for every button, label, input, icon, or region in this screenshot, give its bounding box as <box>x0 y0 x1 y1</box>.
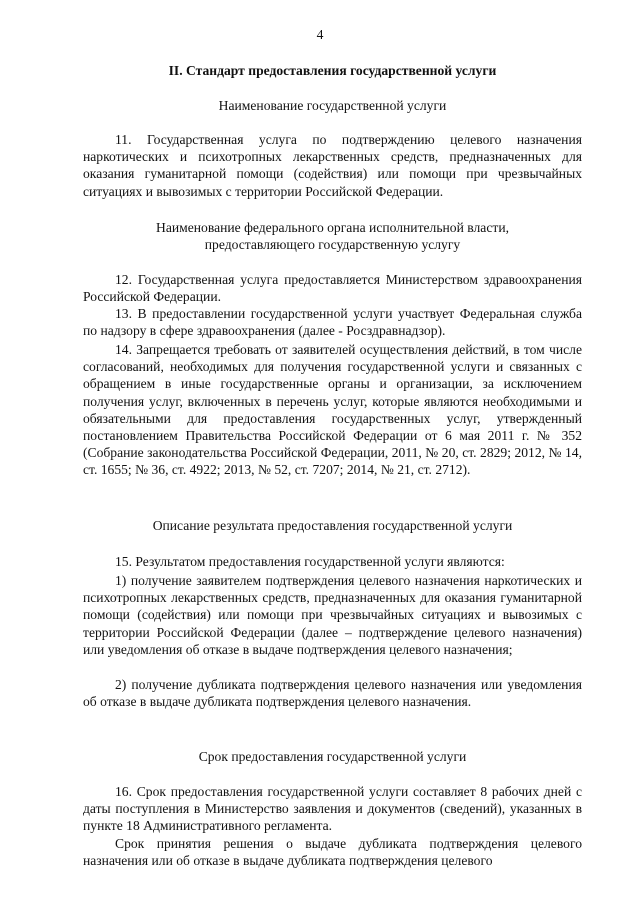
paragraph-14: 14. Запрещается требовать от заявителей осуществления действий, в том числе согласований, необходимых для получения государственной услуги и связанных с обращением в иные государственные органы и организации, за исключением получения услуг, включенных в перечень услуг, которые являются необходимыми и обязательными для предоставления государственных услуг, утвержденный постановлением Правительства Российской Федерации от 6 мая 2011 г. № 352 (Собрание законодательства Российской Федерации, 2011, № 20, ст. 2829; 2012, № 14, ст. 1655; № 36, ст. 4922; 2013, № 52, ст. 7207; 2014, № 21, ст. 2712). <box>83 342 582 478</box>
heading-authority-line1: Наименование федерального органа исполнительной власти, <box>156 220 509 235</box>
paragraph-16: 16. Срок предоставления государственной услуги составляет 8 рабочих дней с даты поступления в Министерство заявления и документов (сведений), указанных в пункте 18 Административного регламента. <box>83 784 582 834</box>
paragraph-12: 12. Государственная услуга предоставляется Министерством здравоохранения Российской Федерации. <box>83 272 582 305</box>
paragraph-13: 13. В предоставлении государственной услуги участвует Федеральная служба по надзору в сфере здравоохранения (далее - Росздравнадзор). <box>83 306 582 339</box>
paragraph-16-continued: Срок принятия решения о выдаче дубликата подтверждения целевого назначения или об отказе в выдаче дубликата подтверждения целевого <box>83 836 582 869</box>
heading-term: Срок предоставления государственной услуги <box>198 749 467 764</box>
paragraph-15-item-2: 2) получение дубликата подтверждения целевого назначения или уведомления об отказе в выдаче дубликата подтверждения целевого назначения. <box>83 677 582 710</box>
heading-authority-line2: предоставляющего государственную услугу <box>204 237 461 252</box>
paragraph-15-item-1: 1) получение заявителем подтверждения целевого назначения наркотических и психотропных лекарственных средств, предназначенных для оказания гуманитарной помощи (содействия) или помощи при чрезвычайных ситуациях и вывозимых с территории Российской Федерации (далее – подтверждение целевого назначения) или уведомления об отказе в выдаче подтверждения целевого назначения; <box>83 573 582 657</box>
page-number: 4 <box>316 27 324 42</box>
paragraph-11: 11. Государственная услуга по подтверждению целевого назначения наркотических и психотропных лекарственных средств, предназначенных для оказания гуманитарной помощи (содействия) или помощи при чрезвычайных ситуациях и вывозимых с территории Российской Федерации. <box>83 132 582 199</box>
paragraph-15: 15. Результатом предоставления государственной услуги являются: <box>115 554 505 569</box>
section-title: II. Стандарт предоставления государственной услуги <box>168 63 497 78</box>
heading-result: Описание результата предоставления государственной услуги <box>152 518 513 533</box>
heading-service-name: Наименование государственной услуги <box>218 98 447 113</box>
